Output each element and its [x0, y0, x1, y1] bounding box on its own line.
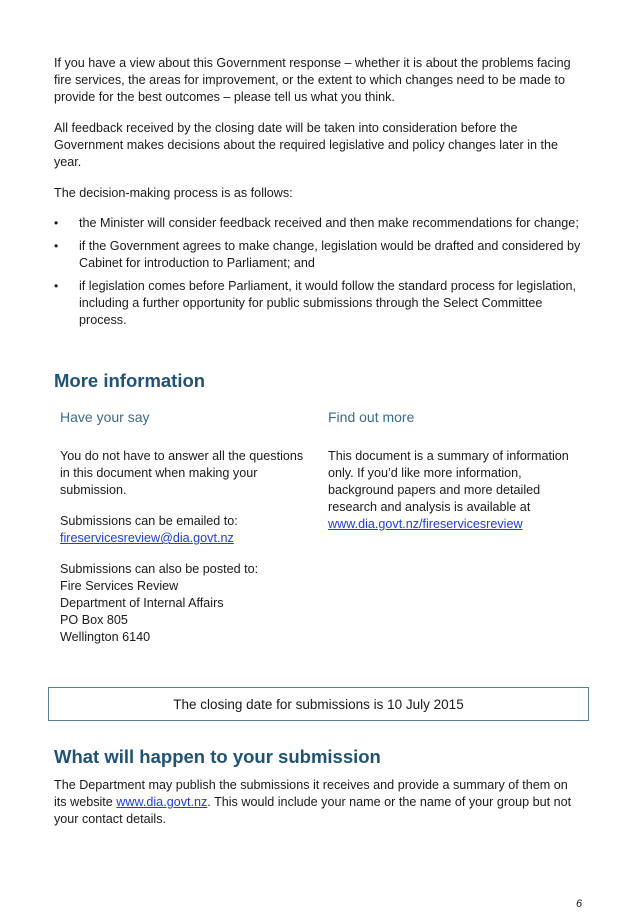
submission-text-end: . This would include your name or the name of your group but not your contact details.	[54, 795, 572, 826]
address-line: Department of Internal Affairs	[60, 596, 224, 610]
email-intro: Submissions can be emailed to:	[60, 514, 238, 528]
list-item	[54, 238, 584, 272]
submission-heading: What will happen to your submission	[54, 746, 381, 767]
intro-paragraph-2: All feedback received by the closing date will be taken into consideration before the Government makes decisions about the required legislative and policy changes later in the year.	[54, 121, 559, 169]
submission-text-start: The Department may publish the submissions it receives and provide a summary of them on its website	[54, 778, 568, 809]
bullet-icon: •	[54, 216, 59, 230]
intro-paragraph-1: If you have a view about this Government response – whether it is about the problems facing fire services, the areas for improvement, or the extent to which changes need to be made to provide for the best outcomes – please tell us what you think.	[54, 56, 571, 104]
fire-services-review-link[interactable]: www.dia.govt.nz/fireservicesreview	[328, 517, 523, 531]
post-intro: Submissions can also be posted to:	[60, 562, 259, 576]
email-link[interactable]: fireservicesreview@dia.govt.nz	[60, 531, 234, 545]
have-your-say-text: You do not have to answer all the questions in this document when making your submission.	[60, 449, 304, 497]
more-information-heading: More information	[54, 370, 206, 391]
submission-paragraph	[54, 777, 582, 828]
closing-date-text: The closing date for submissions is 10 July 2015	[173, 696, 464, 712]
intro-paragraph-3: The decision-making process is as follows:	[54, 186, 293, 200]
email-line	[60, 530, 315, 547]
address-line: Wellington 6140	[60, 630, 151, 644]
address-line: Fire Services Review	[60, 579, 179, 593]
list-item-text: the Minister will consider feedback received and then make recommendations for change;	[79, 216, 579, 230]
page-number: 6	[576, 898, 583, 910]
find-out-more-text	[328, 448, 580, 533]
bullet-icon: •	[54, 239, 59, 253]
have-your-say-heading: Have your say	[60, 409, 150, 425]
postal-address	[60, 578, 315, 646]
closing-date-box	[48, 687, 589, 721]
bullet-icon: •	[54, 279, 59, 293]
list-item	[54, 278, 584, 329]
list-item	[54, 215, 584, 232]
decision-process-list	[54, 215, 584, 335]
list-item-text: if the Government agrees to make change, legislation would be drafted and considered by Cabinet for introduction to Parliament; and	[79, 239, 581, 270]
dia-website-link[interactable]: www.dia.govt.nz	[116, 795, 208, 809]
find-out-more-heading: Find out more	[328, 409, 415, 425]
address-line: PO Box 805	[60, 613, 128, 627]
list-item-text: if legislation comes before Parliament, it would follow the standard process for legislation, including a further opportunity for public submissions through the Select Committee process.	[79, 279, 577, 327]
find-out-more-body: This document is a summary of information only. If you’d like more information, background papers and more detailed research and analysis is available at	[328, 449, 569, 514]
